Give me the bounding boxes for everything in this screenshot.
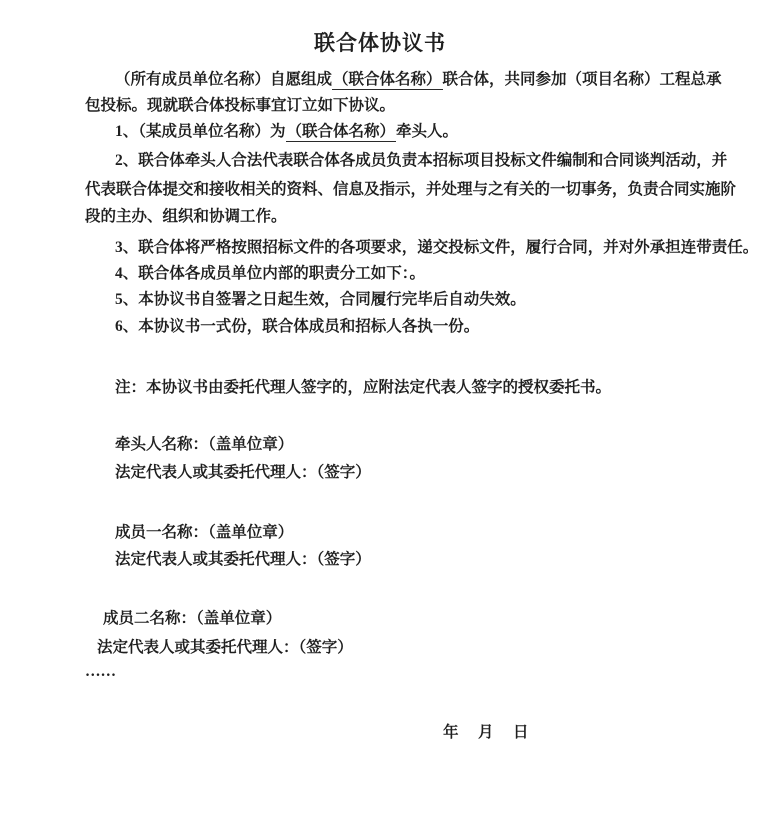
clause-2-line-3: 段的主办、组织和协调工作。 <box>85 208 287 225</box>
clause-2-line-2: 代表联合体提交和接收相关的资料、信息及指示，并处理与之有关的一切事务，负责合同实施阶 <box>85 181 737 198</box>
member2-representative-line: 法定代表人或其委托代理人：（签字） <box>97 639 353 656</box>
clause-2-line-1: 2、联合体牵头人合法代表联合体各成员负责本招标项目投标文件编制和合同谈判活动，并 <box>115 152 728 169</box>
clause-1-post: 牵头人。 <box>396 123 459 140</box>
member1-name-line: 成员一名称：（盖单位章） <box>115 524 294 541</box>
document-title: 联合体协议书 <box>314 31 446 55</box>
leader-name-line: 牵头人名称：（盖单位章） <box>115 436 294 453</box>
intro-line-2: 包投标。现就联合体投标事宜订立如下协议。 <box>85 97 396 114</box>
intro-line-1-post: 联合体，共同参加（项目名称）工程总承 <box>442 71 722 88</box>
clause-6: 6、本协议书一式份，联合体成员和招标人各执一份。 <box>115 318 480 335</box>
note-line: 注：本协议书由委托代理人签字的，应附法定代表人签字的授权委托书。 <box>115 379 612 396</box>
consortium-name-blank-2: （联合体名称） <box>286 123 396 140</box>
clause-4: 4、联合体各成员单位内部的职责分工如下：。 <box>115 265 426 282</box>
clause-1 <box>85 123 760 140</box>
clause-5: 5、本协议书自签署之日起生效，合同履行完毕后自动失效。 <box>115 291 526 308</box>
consortium-name-blank-1: （联合体名称） <box>333 71 442 88</box>
clause-1-pre: 1、（某成员单位名称）为 <box>115 123 286 140</box>
intro-line-1-pre: （所有成员单位名称）自愿组成 <box>115 71 333 88</box>
leader-representative-line: 法定代表人或其委托代理人：（签字） <box>115 464 371 481</box>
member2-name-line: 成员二名称：（盖单位章） <box>103 610 282 627</box>
ellipsis-line: …… <box>85 663 116 680</box>
date-line: 年 月 日 <box>443 724 531 741</box>
member1-representative-line: 法定代表人或其委托代理人：（签字） <box>115 551 371 568</box>
clause-3: 3、联合体将严格按照招标文件的各项要求，递交投标文件，履行合同，并对外承担连带责任。 <box>115 239 759 256</box>
intro-line-1 <box>85 71 760 88</box>
